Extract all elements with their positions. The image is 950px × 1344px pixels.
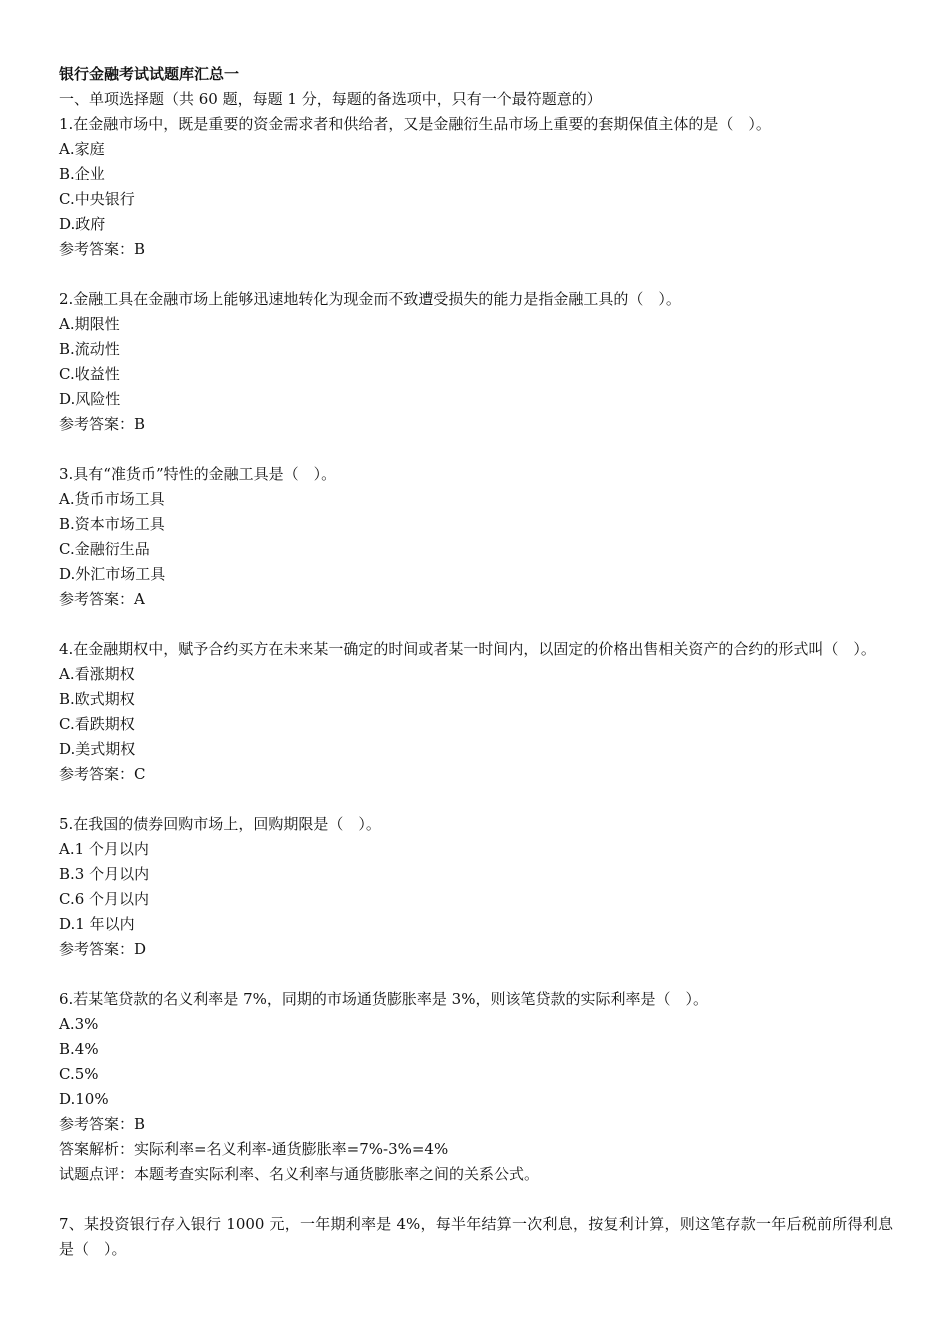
- question-text: 2.金融工具在金融市场上能够迅速地转化为现金而不致遭受损失的能力是指金融工具的（ ）。: [59, 290, 681, 308]
- option-b: B.4%: [59, 1040, 99, 1058]
- spacer: [59, 787, 893, 812]
- question-text: 1.在金融市场中，既是重要的资金需求者和供给者，又是金融衍生品市场上重要的套期保值主体的是（ ）。: [59, 115, 771, 133]
- question-text: 5.在我国的债券回购市场上，回购期限是（ ）。: [59, 815, 381, 833]
- spacer: [59, 262, 893, 287]
- option-c: C.收益性: [59, 365, 120, 383]
- option-a: A.货币市场工具: [59, 490, 165, 508]
- option-c: C.看跌期权: [59, 715, 135, 733]
- spacer: [59, 1187, 893, 1212]
- spacer: [59, 437, 893, 462]
- spacer: [59, 612, 893, 637]
- question-block: [59, 812, 893, 962]
- option-c: C.金融衍生品: [59, 540, 150, 558]
- option-b: B.3 个月以内: [59, 865, 150, 883]
- option-b: B.欧式期权: [59, 690, 135, 708]
- option-d: D.美式期权: [59, 740, 136, 758]
- question-comment: 试题点评：本题考查实际利率、名义利率与通货膨胀率之间的关系公式。: [59, 1165, 540, 1183]
- option-a: A.1 个月以内: [59, 840, 149, 858]
- question-text: 3.具有“准货币”特性的金融工具是（ ）。: [59, 465, 337, 483]
- option-a: A.家庭: [59, 140, 105, 158]
- question-block: [59, 637, 893, 787]
- question-text: 7、某投资银行存入银行 1000 元，一年期利率是 4%，每半年结算一次利息，按复利计算，则这笔存款一年后税前所得利息是（ ）。: [59, 1215, 893, 1258]
- answer: 参考答案：A: [59, 590, 145, 608]
- answer: 参考答案：B: [59, 415, 146, 433]
- section-heading: 一、单项选择题（共 60 题，每题 1 分，每题的备选项中，只有一个最符题意的）: [59, 90, 602, 108]
- option-b: B.企业: [59, 165, 105, 183]
- option-a: A.看涨期权: [59, 665, 135, 683]
- option-b: B.资本市场工具: [59, 515, 165, 533]
- answer: 参考答案：D: [59, 940, 147, 958]
- option-d: D.政府: [59, 215, 106, 233]
- question-block: [59, 462, 893, 612]
- option-c: C.中央银行: [59, 190, 135, 208]
- option-d: D.外汇市场工具: [59, 565, 166, 583]
- answer: 参考答案：C: [59, 765, 146, 783]
- answer-analysis: 答案解析：实际利率=名义利率-通货膨胀率=7%-3%=4%: [59, 1140, 449, 1158]
- option-a: A.3%: [59, 1015, 99, 1033]
- spacer: [59, 962, 893, 987]
- question-block: [59, 1212, 893, 1262]
- option-c: C.5%: [59, 1065, 99, 1083]
- option-d: D.1 年以内: [59, 915, 135, 933]
- question-text: 4.在金融期权中，赋予合约买方在未来某一确定的时间或者某一时间内，以固定的价格出售相关资产的合约的形式叫（ ）。: [59, 640, 876, 658]
- option-d: D.风险性: [59, 390, 121, 408]
- question-block: [59, 112, 893, 262]
- option-c: C.6 个月以内: [59, 890, 150, 908]
- document-page: [59, 62, 893, 1262]
- answer: 参考答案：B: [59, 240, 146, 258]
- option-d: D.10%: [59, 1090, 109, 1108]
- question-text: 6.若某笔贷款的名义利率是 7%，同期的市场通货膨胀率是 3%，则该笔贷款的实际利率是（ ）。: [59, 990, 708, 1008]
- option-a: A.期限性: [59, 315, 120, 333]
- answer: 参考答案：B: [59, 1115, 146, 1133]
- question-block: [59, 287, 893, 437]
- question-block: [59, 987, 893, 1187]
- option-b: B.流动性: [59, 340, 120, 358]
- document-title: 银行金融考试试题库汇总一: [59, 65, 240, 83]
